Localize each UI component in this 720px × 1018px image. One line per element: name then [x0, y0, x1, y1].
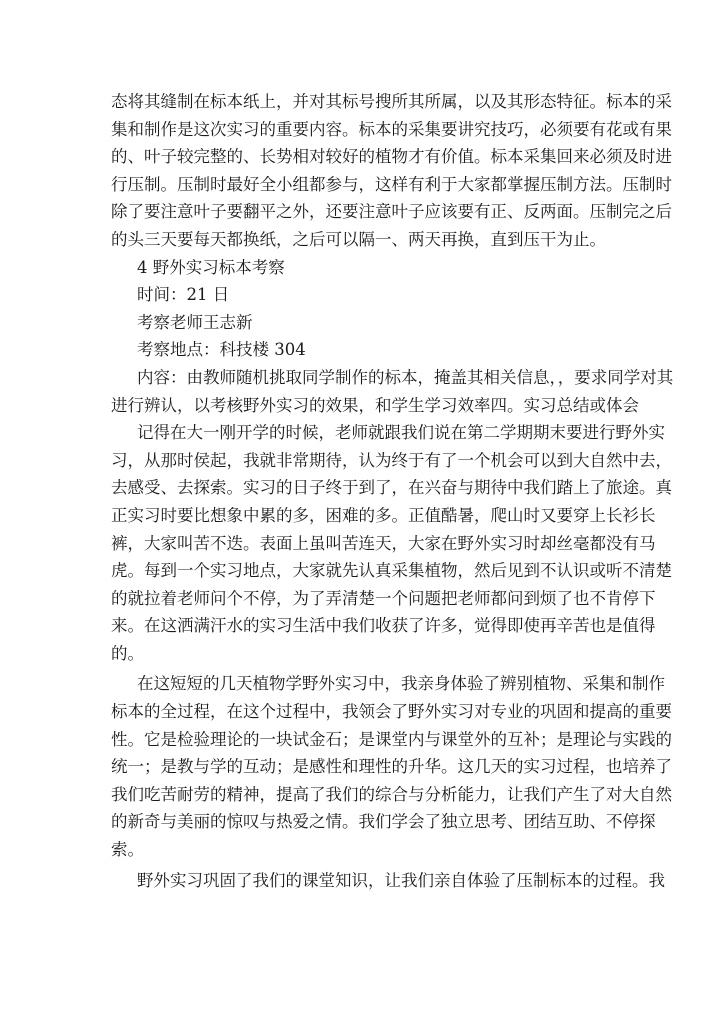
text-line: 记得在大一刚开学的时候，老师就跟我们说在第二学期期末要进行野外实 [137, 423, 665, 443]
text-line: 态将其缝制在标本纸上，并对其标号搜所其所属，以及其形态特征。标本的采 [111, 92, 672, 111]
exam-time: 时间：21 日 [137, 285, 230, 305]
section-heading: 4 野外实习标本考察 [137, 257, 285, 277]
paragraph-specimen-pressing [111, 88, 672, 254]
paragraph-reflection [111, 670, 672, 863]
exam-location: 考察地点：科技楼 304 [137, 340, 306, 360]
text-line: 的头三天要每天都换纸，之后可以隔一、两天再换，直到压干为止。 [111, 229, 606, 249]
text-line: 的就拉着老师问个不停，为了弄清楚一个问题把老师都问到烦了也不肯停下 [111, 588, 656, 608]
text-line: 行压制。压制时最好全小组都参与，这样有利于大家都掌握压制方法。压制时 [111, 174, 672, 194]
text-line: 来。在这洒满汗水的实习生活中我们收获了许多，觉得即使再辛苦也是值得 [111, 616, 656, 636]
text-line: 索。 [111, 840, 144, 860]
text-line: 的、叶子较完整的、长势相对较好的植物才有价值。标本采集回来必须及时进 [111, 147, 672, 167]
text-line: 正实习时要比想象中累的多，困难的多。正值酷暑，爬山时又要穿上长衫长 [111, 505, 656, 525]
text-line: 标本的全过程，在这个过程中，我领会了野外实习对专业的巩固和提高的重要 [111, 702, 672, 722]
text-line: 集和制作是这次实习的重要内容。标本的采集要讲究技巧，必须要有花或有果 [111, 119, 672, 139]
exam-content-line: 内容：由教师随机挑取同学制作的标本，掩盖其相关信息，，要求同学对其 [137, 367, 674, 387]
text-line: 虎。每到一个实习地点，大家就先认真采集植物，然后见到不认识或听不清楚 [111, 561, 672, 581]
text-line: 去感受、去探索。实习的日子终于到了，在兴奋与期待中我们踏上了旅途。真 [111, 478, 672, 498]
text-line: 统一；是教与学的互动；是感性和理性的升华。这几天的实习过程，也培养了 [111, 757, 672, 777]
text-line: 的新奇与美丽的惊叹与热爱之情。我们学会了独立思考、团结互助、不停探 [111, 812, 656, 832]
text-line: 野外实习巩固了我们的课堂知识，让我们亲自体验了压制标本的过程。我 [137, 870, 665, 890]
text-line: 我们吃苦耐劳的精神，提高了我们的综合与分析能力，让我们产生了对大自然 [111, 784, 672, 804]
paragraph-fieldwork [111, 867, 665, 895]
text-line: 性。它是检验理论的一块试金石；是课堂内与课堂外的互补；是理论与实践的 [111, 729, 672, 749]
text-line: 除了要注意叶子要翻平之外，还要注意叶子应该要有正、反两面。压制完之后 [111, 202, 672, 222]
text-line: 习，从那时侯起，我就非常期待，认为终于有了一个机会可以到大自然中去， [111, 450, 672, 470]
section-specimen-exam [111, 254, 674, 420]
exam-content-line: 进行辨认，以考核野外实习的效果，和学生学习效率四。实习总结或体会 [111, 395, 639, 415]
document-page [111, 88, 674, 894]
text-line: 的。 [111, 643, 144, 663]
text-line: 在这短短的几天植物学野外实习中，我亲身体验了辨别植物、采集和制作 [137, 674, 665, 694]
exam-teacher: 考察老师王志新 [137, 312, 253, 332]
paragraph-memories [111, 419, 672, 667]
text-line: 裤，大家叫苦不迭。表面上虽叫苦连天，大家在野外实习时却丝毫都没有马 [111, 533, 656, 553]
